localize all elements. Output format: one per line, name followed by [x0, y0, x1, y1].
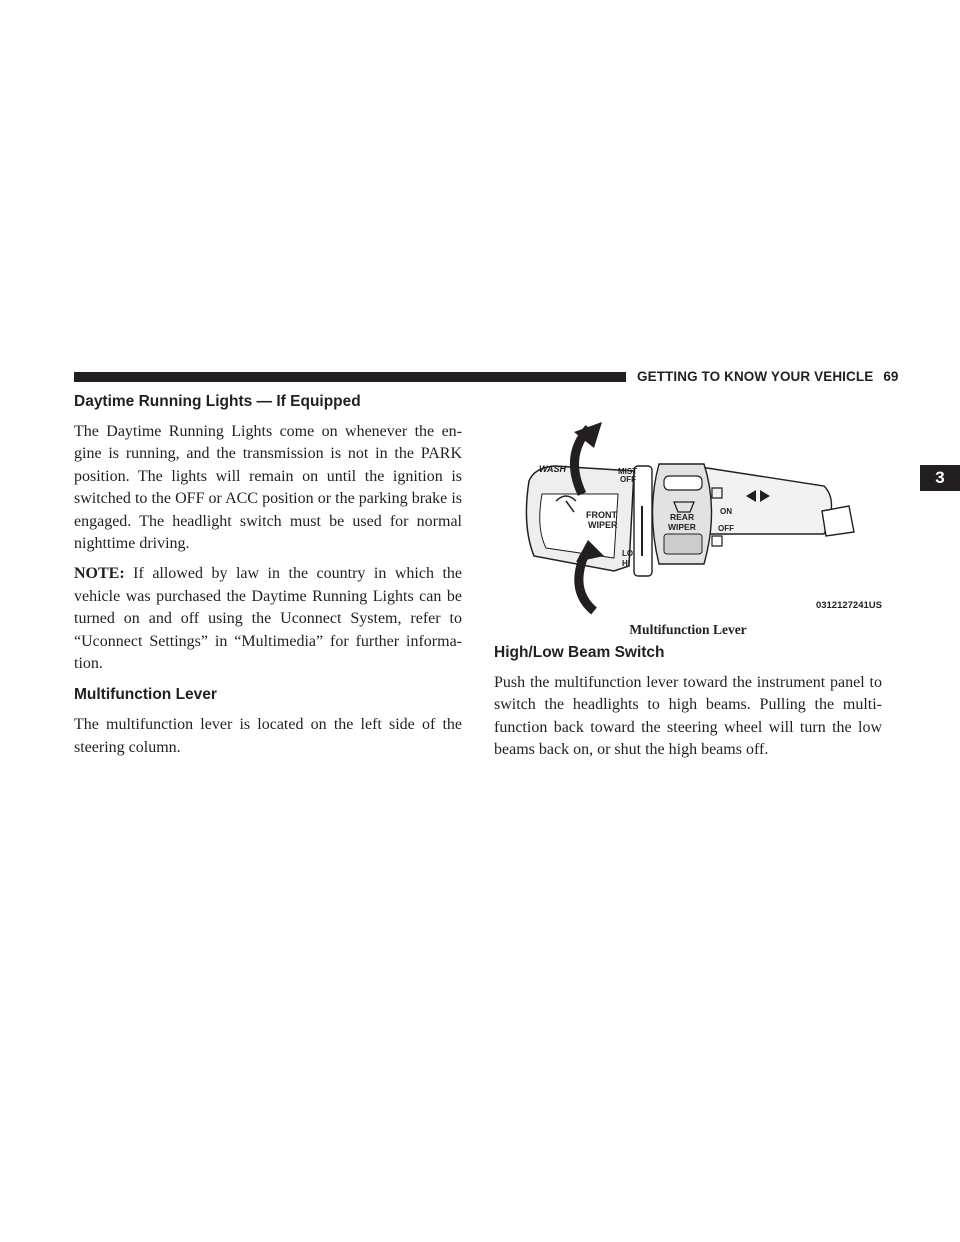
section-title: GETTING TO KNOW YOUR VEHICLE	[637, 369, 874, 384]
chapter-tab: 3	[920, 465, 960, 491]
figure-caption: Multifunction Lever	[629, 622, 747, 637]
rear-off-icon	[712, 536, 722, 546]
right-column	[494, 643, 882, 762]
high-low-beam-heading: High/Low Beam Switch	[494, 644, 665, 661]
running-header	[637, 368, 899, 386]
high-low-beam-paragraph: Push the multifunction lever toward the instrument panel to switch the headlights to high beams. Pulling the multi-function back toward the steering wheel will turn the low beams back on, or shut the high beams off.	[494, 674, 882, 759]
drl-heading: Daytime Running Lights — If Equipped	[74, 393, 361, 410]
ring-grip-top	[664, 476, 702, 490]
label-mist: MIST	[618, 467, 638, 476]
multifunction-lever-figure	[494, 416, 882, 642]
lever-stalk-end	[822, 506, 854, 536]
label-rear-wiper: WIPER	[668, 522, 696, 532]
drl-paragraph: The Daytime Running Lights come on whenever the en-gine is running, and the transmission is not in the PARK position. The lights will remain on until the ignition is switched to the OFF or ACC position or the parking brake is engaged. The headlight switch must be used for normal nighttime driving.	[74, 423, 462, 553]
label-front-wiper: WIPER	[588, 520, 618, 530]
label-lo: LO	[622, 549, 634, 558]
figure-code: 0312127241US	[815, 600, 882, 611]
multifunction-lever-illustration	[494, 416, 882, 616]
label-front: FRONT	[586, 510, 617, 520]
page-number: 69	[883, 369, 899, 384]
label-rear: REAR	[670, 512, 695, 522]
label-on: ON	[720, 507, 732, 516]
multifunction-lever-heading: Multifunction Lever	[74, 686, 217, 704]
label-off-top: OFF	[620, 475, 636, 484]
label-wash: WASH	[539, 464, 566, 474]
header-rule	[74, 372, 626, 382]
multifunction-lever-paragraph: The multifunction lever is located on the left side of the steering column.	[74, 716, 462, 756]
label-hi: HI	[622, 559, 630, 568]
label-off-rear: OFF	[718, 524, 734, 533]
drl-note	[74, 563, 462, 675]
left-column	[74, 392, 462, 759]
note-label: NOTE:	[74, 565, 125, 583]
note-text: If allowed by law in the country in which the vehicle was purchased the Daytime Running Lights can be turned on and off using the Uconnect System, refer to “Uconnect Settings” in “Multimedia” for further informa-tion.	[74, 565, 462, 673]
ring-grip-bottom	[664, 534, 702, 554]
